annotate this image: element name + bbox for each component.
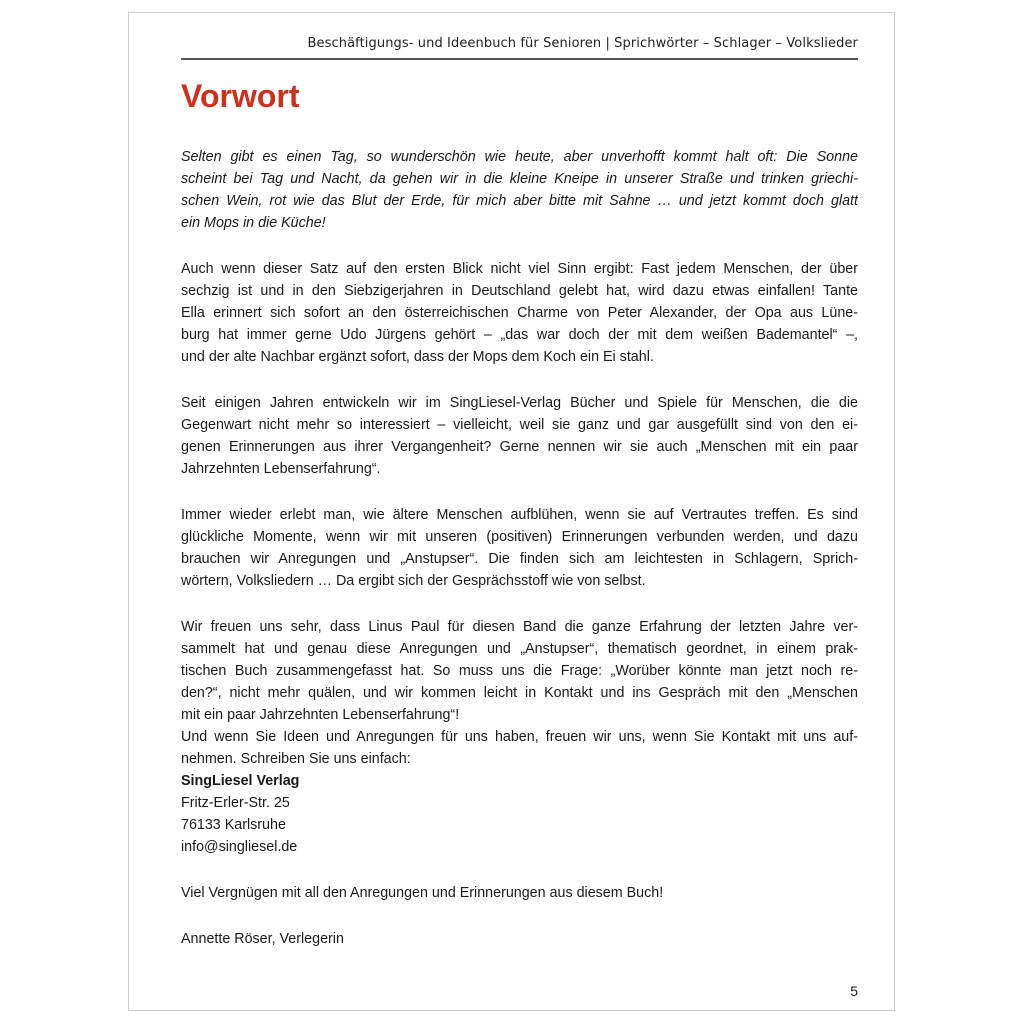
- page-body: [181, 146, 858, 974]
- text-line: brauchen wir Anregungen und „Anstupser“. Die finden sich am leichtesten in Schlagern, Sprich-: [181, 551, 858, 567]
- signature: [181, 928, 858, 950]
- text-line: sammelt hat und genau diese Anregungen und „Anstupser“, thematisch geordnet, in einem prak-: [181, 641, 858, 657]
- text-line: wörtern, Volksliedern … Da ergibt sich der Gesprächsstoff wie von selbst.: [181, 573, 646, 589]
- closing-line: [181, 882, 858, 904]
- text-line: Auch wenn dieser Satz auf den ersten Blick nicht viel Sinn ergibt: Fast jedem Menschen, der über: [181, 261, 858, 277]
- text-line: ein Mops in die Küche!: [181, 215, 326, 231]
- text-line: Gegenwart nicht mehr so interessiert – vielleicht, weil sie ganz und gar ausgefüllt sind von den ei-: [181, 417, 858, 433]
- text-line: scheint bei Tag und Nacht, da gehen wir in die kleine Kneipe in unserer Straße und trinken griechi-: [181, 171, 858, 187]
- text-line: mit ein paar Jahrzehnten Lebenserfahrung“!: [181, 707, 460, 723]
- text-line: Jahrzehnten Lebenserfahrung“.: [181, 461, 381, 477]
- text-line: Viel Vergnügen mit all den Anregungen und Erinnerungen aus diesem Buch!: [181, 885, 664, 901]
- text-line: Und wenn Sie Ideen und Anregungen für uns haben, freuen wir uns, wenn Sie Kontakt mit uns auf-: [181, 729, 858, 745]
- running-header: Beschäftigungs- und Ideenbuch für Senioren | Sprichwörter – Schlager – Volkslieder: [307, 36, 858, 51]
- header-rule: [181, 58, 858, 60]
- address-street: Fritz-Erler-Str. 25: [181, 795, 290, 811]
- text-line: Selten gibt es einen Tag, so wunderschön wie heute, aber unverhofft kommt halt oft: Die Sonne: [181, 149, 858, 165]
- paragraph: [181, 258, 858, 368]
- text-line: tischen Buch zusammengefasst hat. So muss uns die Frage: „Worüber könnte man jetzt noch re-: [181, 663, 858, 679]
- address-city: 76133 Karlsruhe: [181, 817, 286, 833]
- email-link[interactable]: info@singliesel.de: [181, 839, 298, 855]
- paragraph: [181, 616, 858, 726]
- text-line: genen Erinnerungen aus ihrer Vergangenheit? Gerne nennen wir sie auch „Menschen mit ein paar: [181, 439, 858, 455]
- text-line: Wir freuen uns sehr, dass Linus Paul für diesen Band die ganze Erfahrung der letzten Jahre ver-: [181, 619, 858, 635]
- text-line: glückliche Momente, wenn wir mit unseren (positiven) Erinnerungen verbunden werden, und dazu: [181, 529, 858, 545]
- text-line: nehmen. Schreiben Sie uns einfach:: [181, 751, 411, 767]
- page-number: 5: [850, 983, 858, 999]
- text-line: Seit einigen Jahren entwickeln wir im SingLiesel-Verlag Bücher und Spiele für Menschen, die die: [181, 395, 858, 411]
- text-line: schen Wein, rot wie das Blut der Erde, für mich aber bitte mit Sahne … und jetzt kommt doch glatt: [181, 193, 858, 209]
- text-line: sechzig ist und in den Siebzigerjahren in Deutschland gelebt hat, wird dazu etwas einfallen! Tante: [181, 283, 858, 299]
- paragraph: [181, 392, 858, 480]
- text-line: den?“, nicht mehr quälen, und wir kommen leicht in Kontakt und ins Gespräch mit den „Menschen: [181, 685, 858, 701]
- publisher-name: SingLiesel Verlag: [181, 773, 300, 789]
- paragraph: [181, 726, 858, 770]
- text-line: und der alte Nachbar ergänzt sofort, dass der Mops dem Koch ein Ei stahl.: [181, 349, 654, 365]
- text-line: Immer wieder erlebt man, wie ältere Menschen aufblühen, wenn sie auf Vertrautes treffen. Es sind: [181, 507, 858, 523]
- text-line: Ella erinnert sich sofort an den österreichischen Charme von Peter Alexander, der Opa aus Lüne-: [181, 305, 858, 321]
- intro-paragraph: [181, 146, 858, 234]
- address-block: [181, 770, 858, 858]
- text-line: burg hat immer gerne Udo Jürgens gehört – „das war doch der mit dem weißen Bademantel“ –,: [181, 327, 858, 343]
- paragraph: [181, 504, 858, 592]
- text-line: Annette Röser, Verlegerin: [181, 931, 344, 947]
- page-title: Vorwort: [181, 78, 300, 114]
